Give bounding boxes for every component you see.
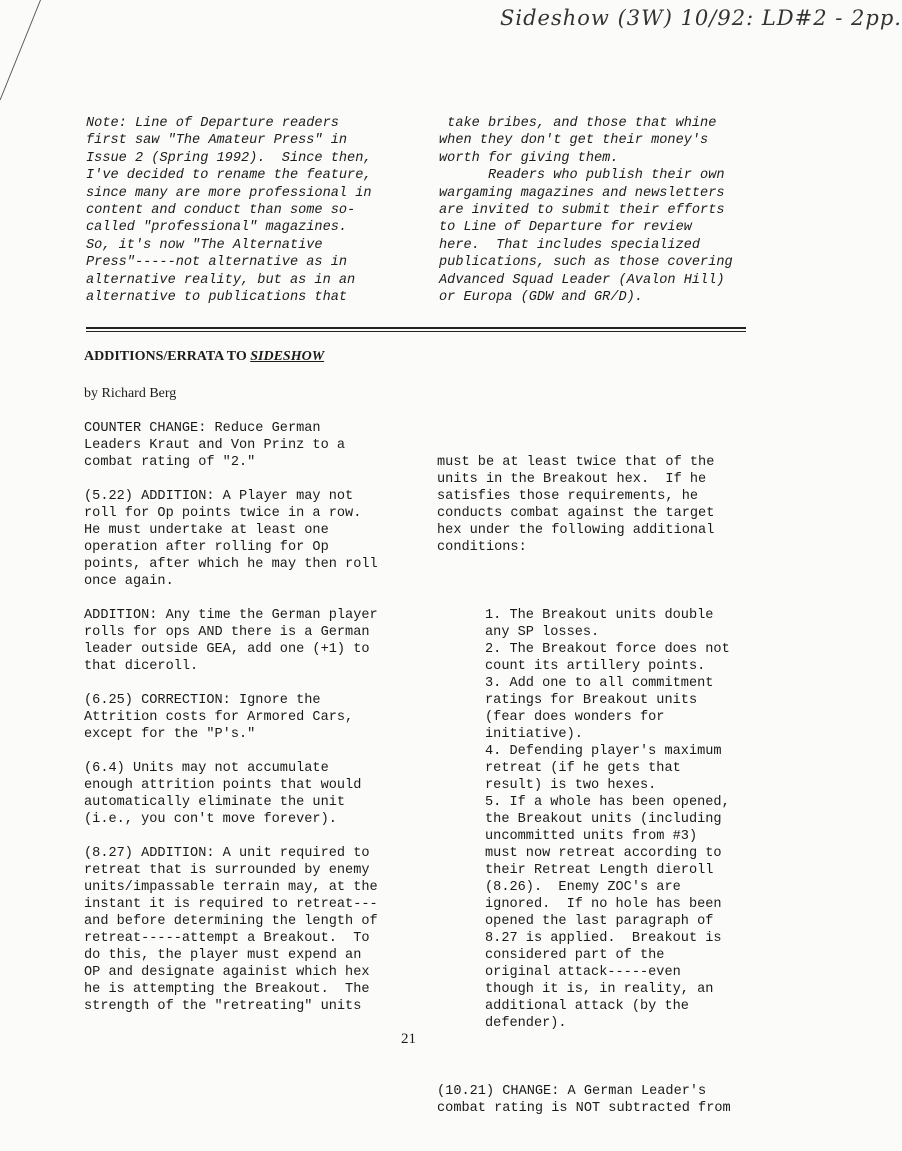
note-left-line: first saw "The Amateur Press" in	[86, 133, 348, 149]
note-right-line: wargaming magazines and newsletters	[439, 185, 725, 201]
note-left-line: content and conduct than some so-	[86, 203, 356, 219]
note-right-line: take bribes, and those that whine	[439, 116, 717, 131]
breakout-conditions-list: 1. The Breakout units double any SP losses. 2. The Breakout force does not count its artillery points. 3. Add one to all commitment ratings for Breakout units (fear does wonders for initiative). 4. Defending player's maximum retreat (if he gets that result) is two hexes. 5. If a whole has been opened, the Breakout units (including uncommitted units from #3) must now retreat according to their Retreat Length dieroll (8.26). Enemy ZOC's are ignored. If no hole has been opened the last paragraph of 8.27 is applied. Breakout is considered part of the original attack-----even though it is, in reality, an additional attack (by the defender).	[485, 608, 730, 1031]
left-paragraph: (6.25) CORRECTION: Ignore the Attrition costs for Armored Cars, except for the "P's."	[84, 693, 354, 742]
article-heading	[84, 349, 324, 365]
page-number: 21	[401, 1031, 416, 1047]
note-right-line: here. That includes specialized	[439, 237, 701, 253]
left-paragraph: COUNTER CHANGE: Reduce German Leaders Kraut and Von Prinz to a combat rating of "2."	[84, 421, 346, 470]
note-right-line: publications, such as those covering	[439, 255, 733, 271]
handwritten-annotation: Sideshow (3W) 10/92: LD#2 - 2pp.	[500, 6, 902, 30]
left-paragraph: ADDITION: Any time the German player rolls for ops AND there is a German leader outside GEA, add one (+1) to that diceroll.	[84, 608, 378, 674]
right-intro-paragraph: must be at least twice that of the units in the Breakout hex. If he satisfies those requirements, he conducts combat against the target hex under the following additional conditions:	[437, 455, 715, 555]
note-right-line: worth for giving them.	[439, 150, 619, 166]
section-divider	[86, 327, 746, 332]
left-paragraph: (6.4) Units may not accumulate enough attrition points that would automatically eliminate the unit (i.e., you con't move forever).	[84, 761, 362, 827]
note-right-line: to Line of Departure for review	[439, 220, 692, 236]
heading-prefix: ADDITIONS/ERRATA TO	[84, 349, 251, 364]
note-left-line: I've decided to rename the feature,	[86, 168, 372, 184]
note-left-line: alternative reality, but as in an	[86, 272, 356, 288]
closing-paragraph: (10.21) CHANGE: A German Leader's combat rating is NOT subtracted from	[437, 1084, 731, 1116]
note-right-line: Readers who publish their own	[439, 168, 725, 184]
note-right-line: are invited to submit their efforts	[439, 203, 725, 219]
heading-title: SIDESHOW	[250, 349, 325, 364]
note-right-line: when they don't get their money's	[439, 133, 709, 149]
left-paragraph: (8.27) ADDITION: A unit required to retreat that is surrounded by enemy units/impassable terrain may, at the instant it is required to retreat--- and before determining the length of retreat-----attempt a Breakout. To do this, the player must expend an OP and designate againist which hex he is attempting the Breakout. The strength of the "retreating" units	[84, 846, 378, 1014]
note-left-line: So, it's now "The Alternative	[86, 237, 323, 253]
scan-edge-line	[0, 0, 41, 100]
left-column	[84, 420, 378, 1032]
editor-note-left	[86, 115, 372, 306]
note-left-line: Issue 2 (Spring 1992). Since then,	[86, 150, 372, 166]
byline: by Richard Berg	[84, 386, 177, 401]
editor-note-right	[439, 115, 733, 306]
right-column	[437, 420, 731, 1151]
note-right-line: Advanced Squad Leader (Avalon Hill)	[439, 272, 725, 288]
note-left-line: Note: Line of Departure readers	[86, 116, 339, 131]
note-left-line: since many are more professional in	[86, 185, 372, 201]
note-left-line: called "professional" magazines.	[86, 220, 348, 236]
note-left-line: Press"-----not alternative as in	[86, 255, 348, 271]
left-paragraph: (5.22) ADDITION: A Player may not roll for Op points twice in a row. He must undertake at least one operation after rolling for Op points, after which he may then roll once again.	[84, 489, 378, 589]
note-right-line: or Europa (GDW and GR/D).	[439, 290, 643, 306]
note-left-line: alternative to publications that	[86, 290, 348, 306]
